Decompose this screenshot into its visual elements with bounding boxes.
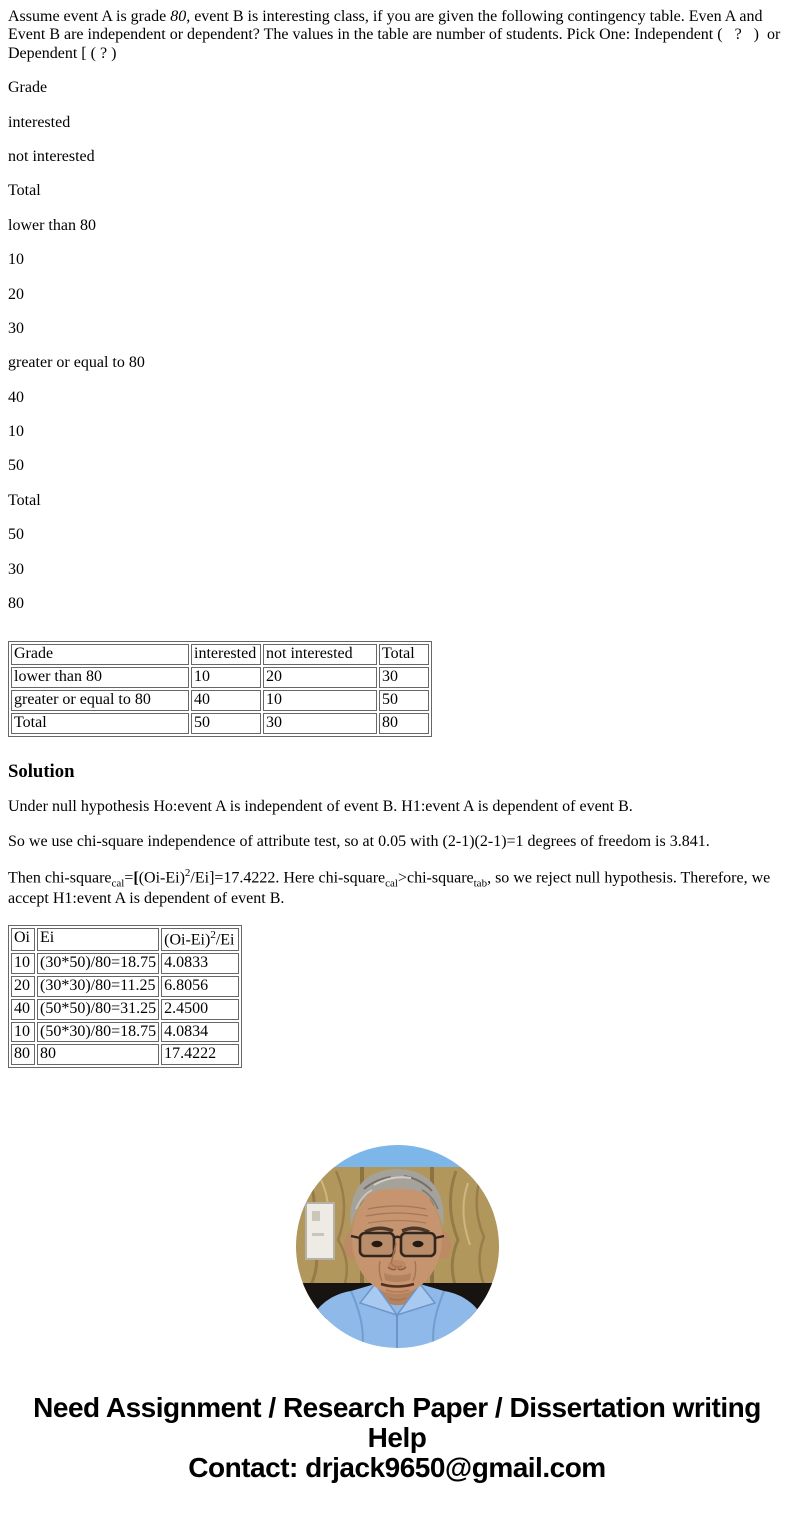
question-text <box>8 8 786 63</box>
value-list-item: Total <box>8 491 41 509</box>
table-row <box>11 713 429 734</box>
header-cell: interested <box>191 644 261 665</box>
cell: 40 <box>11 999 35 1020</box>
cell: 30 <box>379 667 429 688</box>
table-row <box>11 1022 239 1043</box>
table-row <box>11 976 239 997</box>
cell: 30 <box>263 713 377 734</box>
cell: (30*30)/80=11.25 <box>37 976 159 997</box>
table-row <box>11 644 429 665</box>
table-row <box>11 690 429 711</box>
tutor-portrait-illustration <box>296 1145 499 1348</box>
cell: 6.8056 <box>161 976 239 997</box>
cell: 10 <box>263 690 377 711</box>
question-part1: Assume event A is grade <box>8 8 171 25</box>
expr-prefix: (Oi-Ei) <box>164 931 211 949</box>
tutor-photo <box>296 1145 499 1348</box>
cell: lower than 80 <box>11 667 189 688</box>
superscript-2: 2 <box>184 867 191 880</box>
footer-banner <box>8 1393 786 1483</box>
value-list-item: lower than 80 <box>8 216 96 234</box>
header-cell: Oi <box>11 928 35 951</box>
chi-square-calc-table <box>8 925 242 1069</box>
subscript-cal: cal <box>385 877 398 890</box>
cell: (50*50)/80=31.25 <box>37 999 159 1020</box>
cell: 10 <box>11 1022 35 1043</box>
text-segment: = <box>124 869 134 887</box>
value-list-item: 10 <box>8 251 24 269</box>
cell: 50 <box>191 713 261 734</box>
eye <box>371 1241 382 1247</box>
eye <box>412 1241 423 1247</box>
footer-contact-text: Contact: drjack9650@gmail.com <box>188 1452 606 1484</box>
cell: 17.4222 <box>161 1044 239 1065</box>
cell: 80 <box>11 1044 35 1065</box>
cell: 80 <box>37 1044 159 1065</box>
cell: 20 <box>11 976 35 997</box>
table-row <box>11 928 239 951</box>
cell: (30*50)/80=18.75 <box>37 953 159 974</box>
value-list-item: 20 <box>8 285 24 303</box>
value-list-item: not interested <box>8 147 95 165</box>
value-list-item: 30 <box>8 319 24 337</box>
cell: 10 <box>11 953 35 974</box>
value-list-item: 50 <box>8 526 24 544</box>
value-list-item: 30 <box>8 560 24 578</box>
table-row <box>11 953 239 974</box>
cell: 4.0833 <box>161 953 239 974</box>
value-list-item: 40 <box>8 388 24 406</box>
value-list-item: 80 <box>8 595 24 613</box>
expr-suffix: /Ei <box>215 931 235 949</box>
table-row <box>11 667 429 688</box>
value-list-item: interested <box>8 113 71 131</box>
hypothesis-paragraph: Under null hypothesis Ho:event A is independent of event B. H1:event A is dependent of event B. <box>8 798 633 816</box>
contingency-table <box>8 641 432 737</box>
footer-help-text: Need Assignment / Research Paper / Dissertation writing Help <box>33 1392 761 1454</box>
value-list-item: Grade <box>8 79 48 97</box>
table-row <box>11 999 239 1020</box>
text-segment: Then chi-square <box>8 869 112 887</box>
bold-bracket: [ <box>133 869 139 887</box>
chi-square-statement <box>8 867 786 909</box>
value-list-item: greater or equal to 80 <box>8 354 145 372</box>
solution-heading: Solution <box>8 760 75 782</box>
cell: Total <box>11 713 189 734</box>
header-cell: not interested <box>263 644 377 665</box>
header-cell <box>161 928 239 951</box>
cell: 80 <box>379 713 429 734</box>
text-segment: >chi-square <box>397 869 474 887</box>
cell: (50*30)/80=18.75 <box>37 1022 159 1043</box>
value-list-item: 50 <box>8 457 24 475</box>
cell: 50 <box>379 690 429 711</box>
value-list-item: Total <box>8 182 41 200</box>
table-row <box>11 1044 239 1065</box>
expr-superscript: 2 <box>210 928 216 941</box>
cell: 40 <box>191 690 261 711</box>
question-grade-italic: 80 <box>170 8 187 25</box>
value-list-item: 10 <box>8 423 24 441</box>
subscript-tab: tab <box>473 877 488 890</box>
cell: 4.0834 <box>161 1022 239 1043</box>
cell: 10 <box>191 667 261 688</box>
subscript-cal: cal <box>111 877 125 890</box>
cell: 2.4500 <box>161 999 239 1020</box>
text-segment: , so we reject null hypothesis. Therefore, we accept H1:event A is dependent of event B. <box>8 869 771 908</box>
header-cell: Total <box>379 644 429 665</box>
question-part2: , event B is interesting class, if you are given the following contingency table. Even A and Event B are independent or dependent? The values in the table are number of students. Pick One: Independent ( ? ) or Dependent [ ( ? ) <box>8 8 781 62</box>
cell: 20 <box>263 667 377 688</box>
header-cell: Ei <box>37 928 159 951</box>
text-segment: (Oi-Ei) <box>138 869 185 887</box>
test-paragraph: So we use chi-square independence of attribute test, so at 0.05 with (2-1)(2-1)=1 degrees of freedom is 3.841. <box>8 832 710 850</box>
header-cell: Grade <box>11 644 189 665</box>
cell: greater or equal to 80 <box>11 690 189 711</box>
text-segment: /Ei]=17.4222. Here chi-square <box>190 869 386 887</box>
